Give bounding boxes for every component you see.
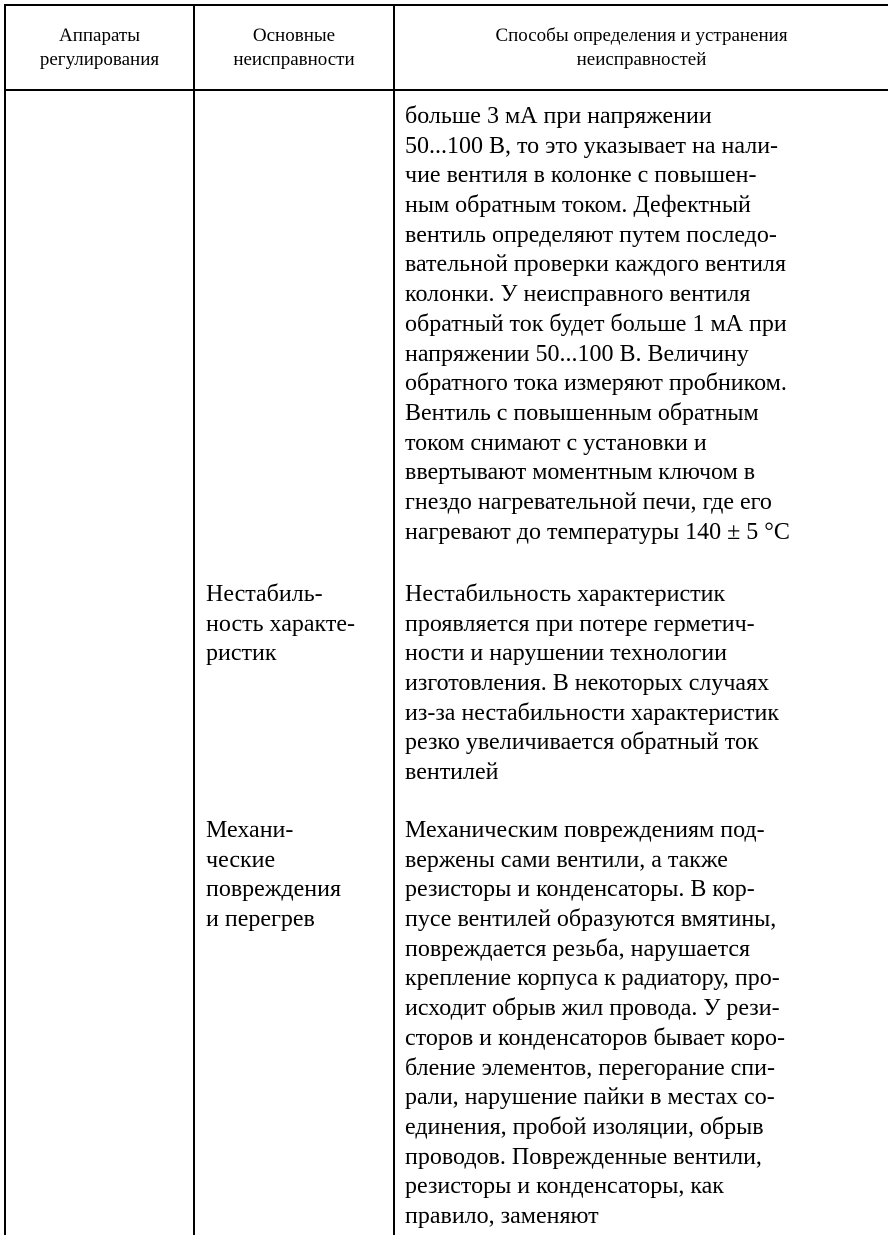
row-1-method-cell (405, 102, 790, 547)
text-line: пусе вентилей образуются вмятины, (405, 906, 777, 933)
text-line: 50...100 В, то это указывает на нали- (405, 132, 779, 159)
text-line: ческие (206, 846, 276, 873)
text-line: и перегрев (206, 906, 315, 933)
text-line: гнездо нагревательной печи, где его (405, 488, 772, 515)
text-line: резисторы и конденсаторы. В кор- (405, 876, 755, 903)
header-methods-line: Способы определения и устранения (495, 24, 788, 46)
text-line: крепление корпуса к радиатору, про- (405, 965, 780, 992)
text-line: изготовления. В некоторых случаях (405, 670, 770, 697)
text-line: резко увеличивается обратный ток (405, 729, 759, 756)
text-line: напряжении 50...100 В. Величину (405, 340, 749, 367)
text-line: нагревают до температуры 140 ± 5 °С (405, 518, 790, 545)
text-line: единения, пробой изоляции, обрыв (405, 1113, 764, 1140)
header-apparatus-line: регулирования (39, 48, 160, 70)
text-line: повреждения (206, 876, 341, 903)
header-main-faults (195, 6, 393, 89)
text-line: проявляется при потере герметич- (405, 610, 755, 637)
text-line: Механи- (206, 817, 294, 843)
text-line: Нестабильность характеристик (405, 581, 726, 607)
header-main-faults-line: Основные (252, 24, 336, 46)
text-line: вентиль определяют путем последо- (405, 221, 777, 248)
text-line: Нестабиль- (206, 581, 323, 607)
text-line: вентилей (405, 759, 499, 786)
text-line: больше 3 мА при напряжении (405, 103, 712, 129)
text-line: из-за нестабильности характеристик (405, 699, 779, 726)
text-line: вательной проверки каждого вентиля (405, 251, 787, 278)
row-3-method-cell (405, 816, 785, 1232)
text-line: колонки. У неисправного вентиля (405, 281, 751, 308)
text-line: чие вентиля в колонке с повышен- (405, 162, 757, 189)
text-line: рали, нарушение пайки в местах со- (405, 1084, 775, 1111)
header-methods-line: неисправностей (576, 48, 707, 70)
table-header-divider (4, 89, 888, 91)
header-apparatus-line: Аппараты (58, 24, 140, 46)
column-divider-1 (193, 4, 195, 1235)
text-line: исходит обрыв жил провода. У рези- (405, 995, 780, 1022)
text-line: резисторы и конденсаторы, как (405, 1173, 724, 1200)
header-apparatus (6, 6, 193, 89)
text-line: Механическим повреждениям под- (405, 817, 765, 843)
text-line: ности и нарушении технологии (405, 640, 727, 667)
row-3-fault-cell (206, 816, 341, 935)
row-2-method-cell (405, 580, 779, 788)
text-line: ным обратным током. Дефектный (405, 192, 751, 219)
text-line: бление элементов, перегорание спи- (405, 1054, 775, 1081)
table-left-border (4, 4, 6, 1235)
text-line: Вентиль с повышенным обратным (405, 399, 759, 426)
text-line: проводов. Поврежденные вентили, (405, 1143, 762, 1170)
text-line: обратного тока измеряют пробником. (405, 370, 787, 397)
header-methods (395, 6, 888, 89)
text-line: правило, заменяют (405, 1202, 599, 1229)
text-line: ввертывают моментным ключом в (405, 459, 756, 486)
text-line: сторов и конденсаторов бывает коро- (405, 1024, 786, 1051)
text-line: ристик (206, 640, 277, 667)
text-line: вержены сами вентили, а также (405, 846, 728, 873)
header-main-faults-line: неисправности (233, 48, 355, 70)
text-line: повреждается резьба, нарушается (405, 935, 751, 962)
row-2-fault-cell (206, 580, 355, 669)
text-line: обратный ток будет больше 1 мА при (405, 310, 787, 337)
text-line: током снимают с установки и (405, 429, 707, 456)
text-line: ность характе- (206, 610, 355, 637)
column-divider-2 (393, 4, 395, 1235)
